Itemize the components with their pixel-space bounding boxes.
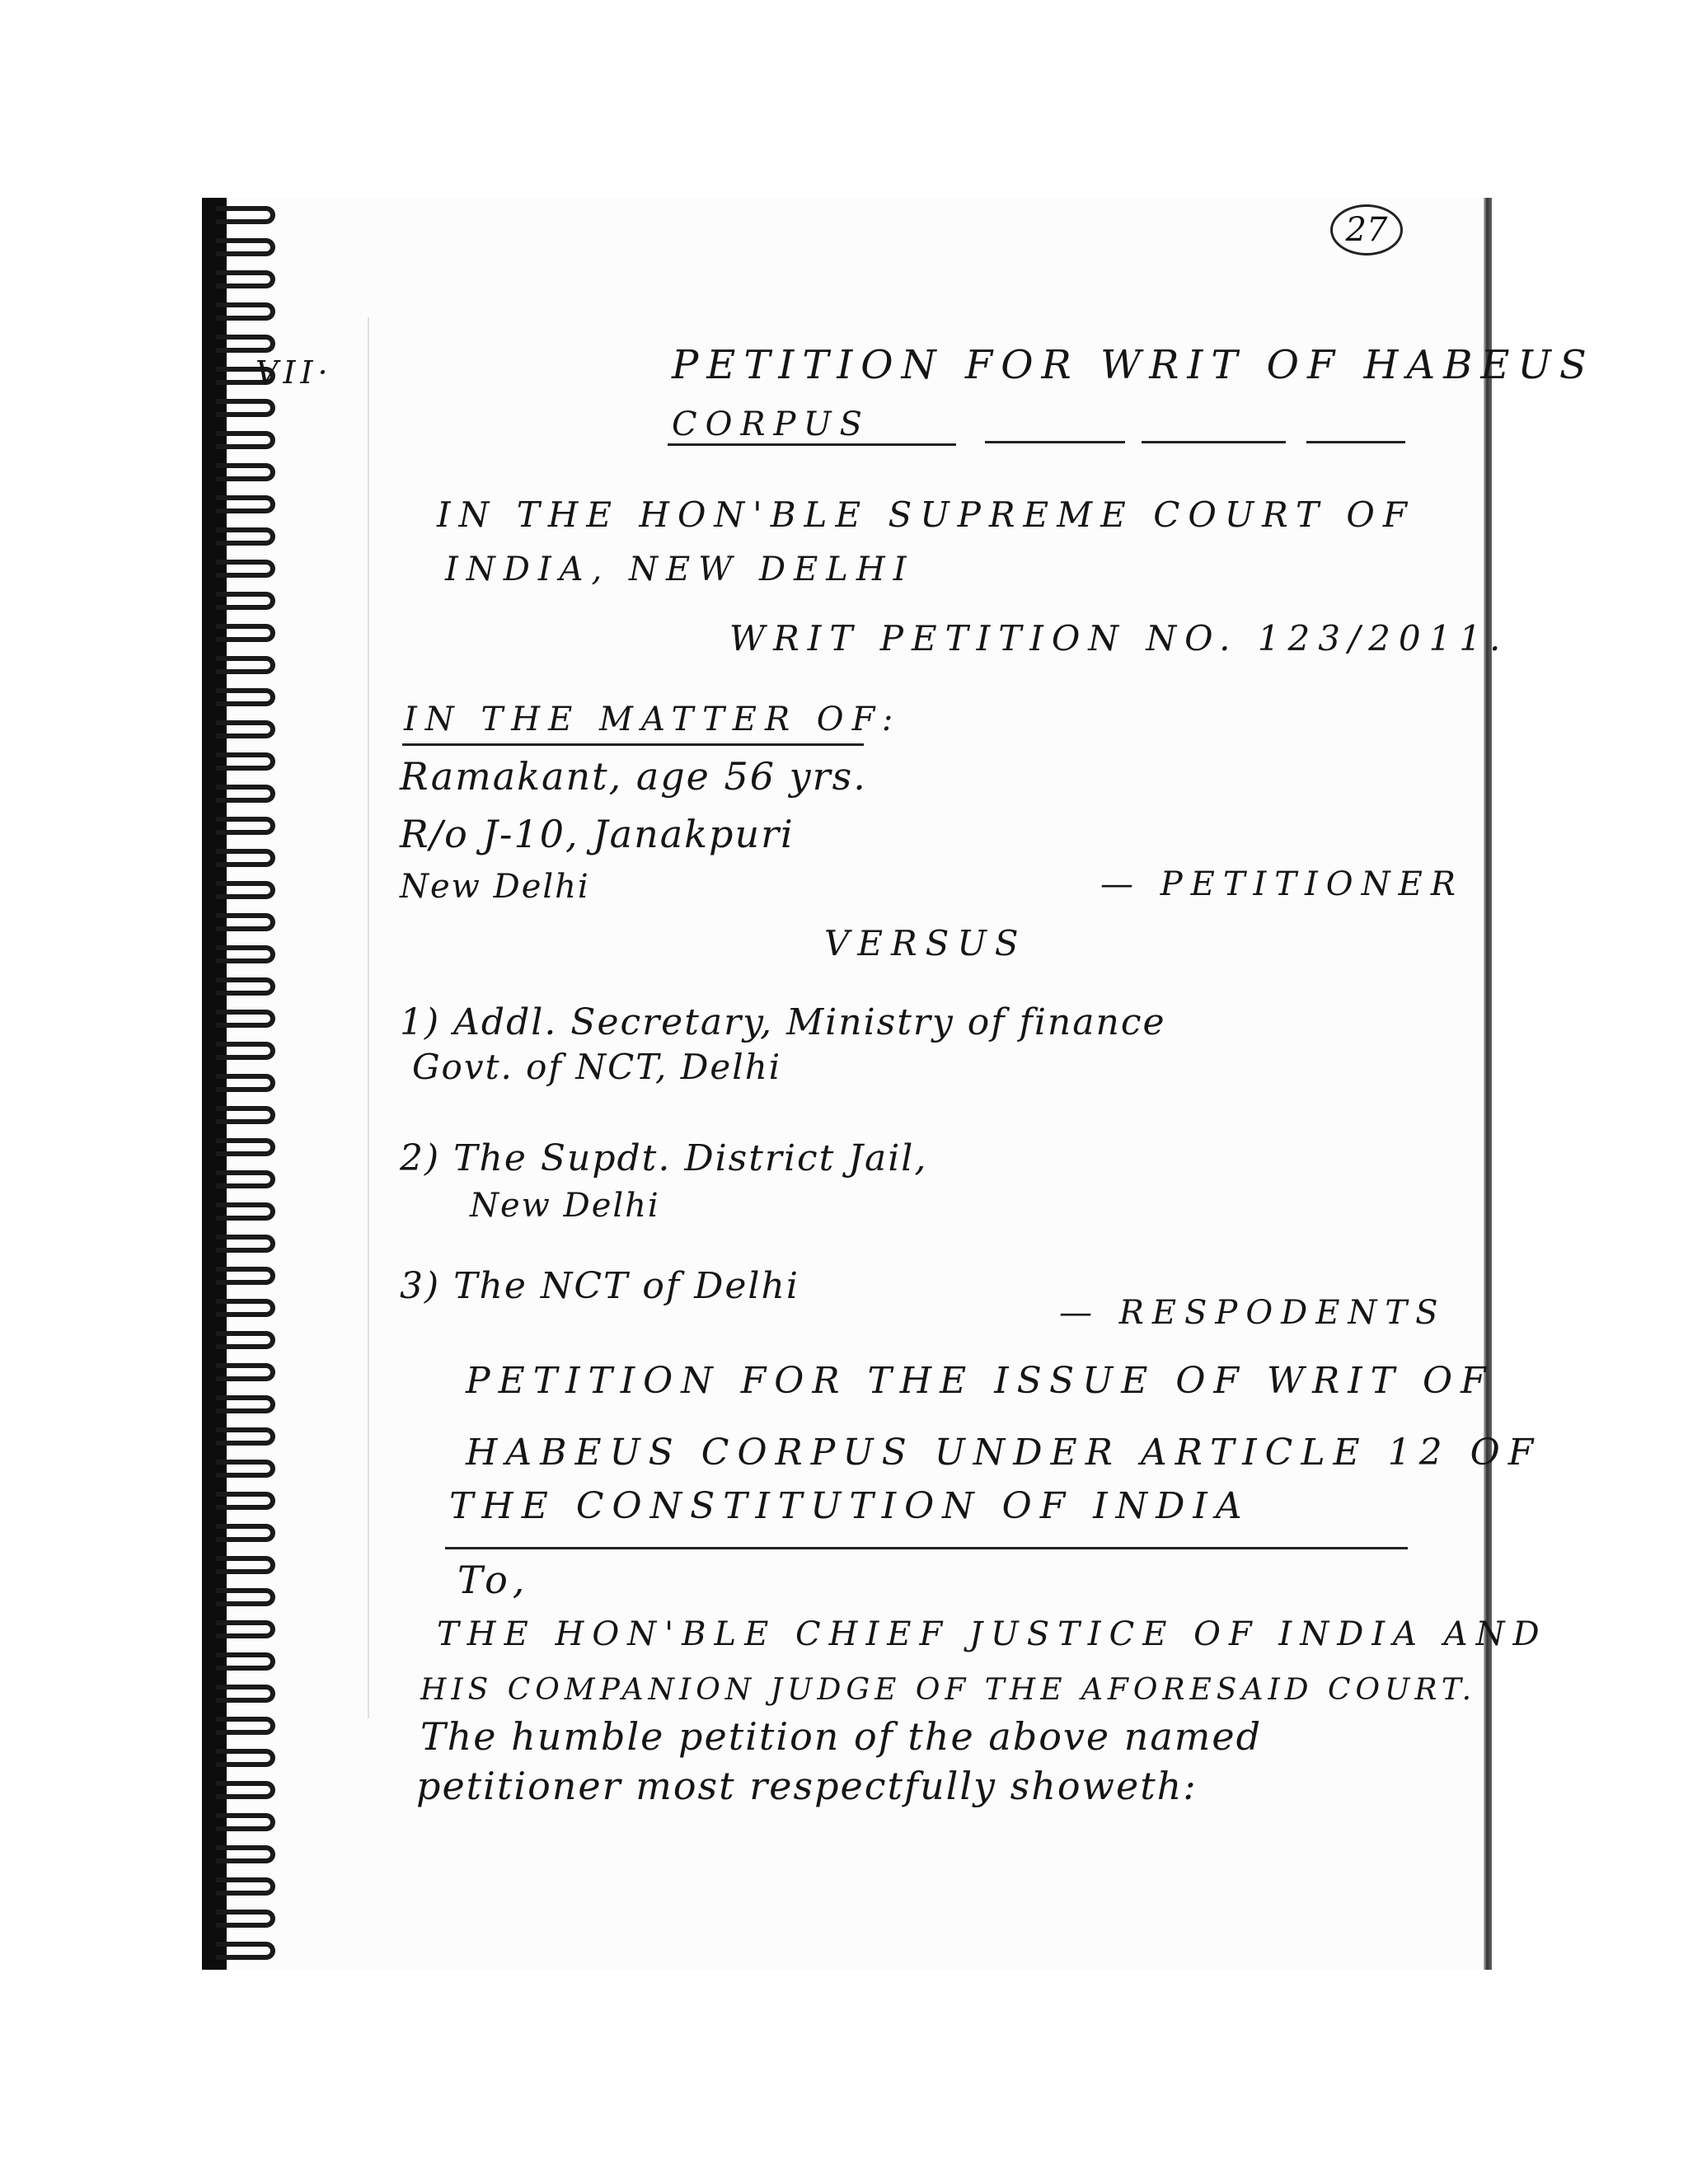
subject-line-3: THE CONSTITUTION OF INDIA — [449, 1485, 1250, 1527]
binding-ring — [216, 1942, 275, 1960]
respondent-1-line-1: 1) Addl. Secretary, Ministry of finance — [400, 1001, 1166, 1043]
petitioner-address-1: R/o J-10, Janakpuri — [400, 812, 795, 856]
matter-heading: IN THE MATTER OF: — [404, 701, 902, 738]
court-line-1: IN THE HON'BLE SUPREME COURT OF — [437, 494, 1415, 535]
binding-ring — [216, 1910, 275, 1928]
binding-ring — [216, 1685, 275, 1703]
binding-ring — [216, 1492, 275, 1510]
binding-ring — [216, 945, 275, 963]
writ-petition-number: WRIT PETITION NO. 123/2011. — [729, 618, 1509, 658]
binding-ring — [216, 335, 275, 353]
title-line-1: PETITION FOR WRIT OF HABEUS — [672, 342, 1595, 388]
binding-ring — [216, 270, 275, 288]
petitioner-address-2: New Delhi — [400, 868, 590, 906]
binding-ring — [216, 881, 275, 899]
respondent-2-line-2: New Delhi — [470, 1187, 660, 1225]
address-line-3: The humble petition of the above named — [420, 1714, 1263, 1759]
binding-ring — [216, 1717, 275, 1735]
binding-ring — [216, 624, 275, 642]
binding-ring — [216, 1010, 275, 1028]
binding-ring — [216, 1170, 275, 1188]
page-number: 27 — [1345, 211, 1388, 249]
binding-ring — [216, 1427, 275, 1446]
title-line-2: CORPUS — [672, 405, 870, 443]
respondent-2-line-1: 2) The Supdt. District Jail, — [400, 1137, 928, 1179]
title-dash-1 — [985, 441, 1125, 443]
page-edge-shadow — [1484, 198, 1492, 1970]
binding-ring — [216, 1524, 275, 1542]
binding-ring — [216, 1395, 275, 1413]
address-line-4: petitioner most respectfully showeth: — [416, 1764, 1198, 1808]
binding-ring — [216, 1363, 275, 1381]
binding-ring — [216, 688, 275, 706]
binding-ring — [216, 656, 275, 674]
binding-ring — [216, 1460, 275, 1478]
binding-ring — [216, 1074, 275, 1092]
page-number-circle — [1330, 204, 1403, 255]
binding-ring — [216, 785, 275, 803]
binding-ring — [216, 1620, 275, 1638]
versus-label: VERSUS — [824, 923, 1027, 963]
respondent-3-line-1: 3) The NCT of Delhi — [400, 1265, 799, 1307]
title-dash-3 — [1306, 441, 1405, 443]
binding-ring — [216, 1749, 275, 1767]
subject-line-1: PETITION FOR THE ISSUE OF WRIT OF — [466, 1360, 1494, 1402]
binding-ring — [216, 1299, 275, 1317]
binding-ring — [216, 1267, 275, 1285]
binding-ring — [216, 1235, 275, 1253]
petitioner-role: — PETITIONER — [1100, 865, 1464, 903]
binding-ring — [216, 1652, 275, 1671]
subject-line-2: HABEUS CORPUS UNDER ARTICLE 12 OF — [466, 1432, 1542, 1474]
binding-ring — [216, 592, 275, 610]
margin-note: VII· — [256, 354, 333, 391]
petitioner-name: Ramakant, age 56 yrs. — [400, 754, 867, 799]
address-line-1: THE HON'BLE CHIEF JUSTICE OF INDIA AND — [437, 1615, 1548, 1653]
title-dash-2 — [1142, 441, 1286, 443]
address-to: To, — [457, 1558, 530, 1602]
binding-ring — [216, 560, 275, 578]
binding-ring — [216, 913, 275, 931]
binding-ring — [216, 399, 275, 417]
binding-ring — [216, 463, 275, 481]
binding-ring — [216, 817, 275, 835]
binding-ring — [216, 495, 275, 513]
section-rule — [445, 1547, 1408, 1549]
binding-ring — [216, 238, 275, 256]
binding-ring — [216, 1556, 275, 1574]
matter-heading-underline — [402, 743, 864, 746]
binding-ring — [216, 1138, 275, 1156]
binding-ring — [216, 720, 275, 738]
binding-ring — [216, 977, 275, 996]
margin-line — [368, 317, 369, 1718]
binding-ring — [216, 302, 275, 321]
binding-ring — [216, 849, 275, 867]
binding-ring — [216, 527, 275, 546]
binding-ring — [216, 752, 275, 771]
binding-ring — [216, 431, 275, 449]
binding-ring — [216, 1106, 275, 1124]
binding-ring — [216, 1845, 275, 1863]
binding-ring — [216, 1781, 275, 1799]
title-underline — [668, 443, 956, 446]
binding-ring — [216, 1042, 275, 1060]
court-line-2: INDIA, NEW DELHI — [445, 551, 915, 588]
binding-ring — [216, 1877, 275, 1896]
binding-ring — [216, 1588, 275, 1606]
address-line-2: HIS COMPANION JUDGE OF THE AFORESAID COURT. — [420, 1673, 1477, 1707]
respondents-role: — RESPODENTS — [1059, 1294, 1447, 1332]
respondent-1-line-2: Govt. of NCT, Delhi — [412, 1047, 782, 1087]
binding-ring — [216, 206, 275, 224]
binding-ring — [216, 1202, 275, 1221]
binding-ring — [216, 1331, 275, 1349]
binding-ring — [216, 1813, 275, 1831]
